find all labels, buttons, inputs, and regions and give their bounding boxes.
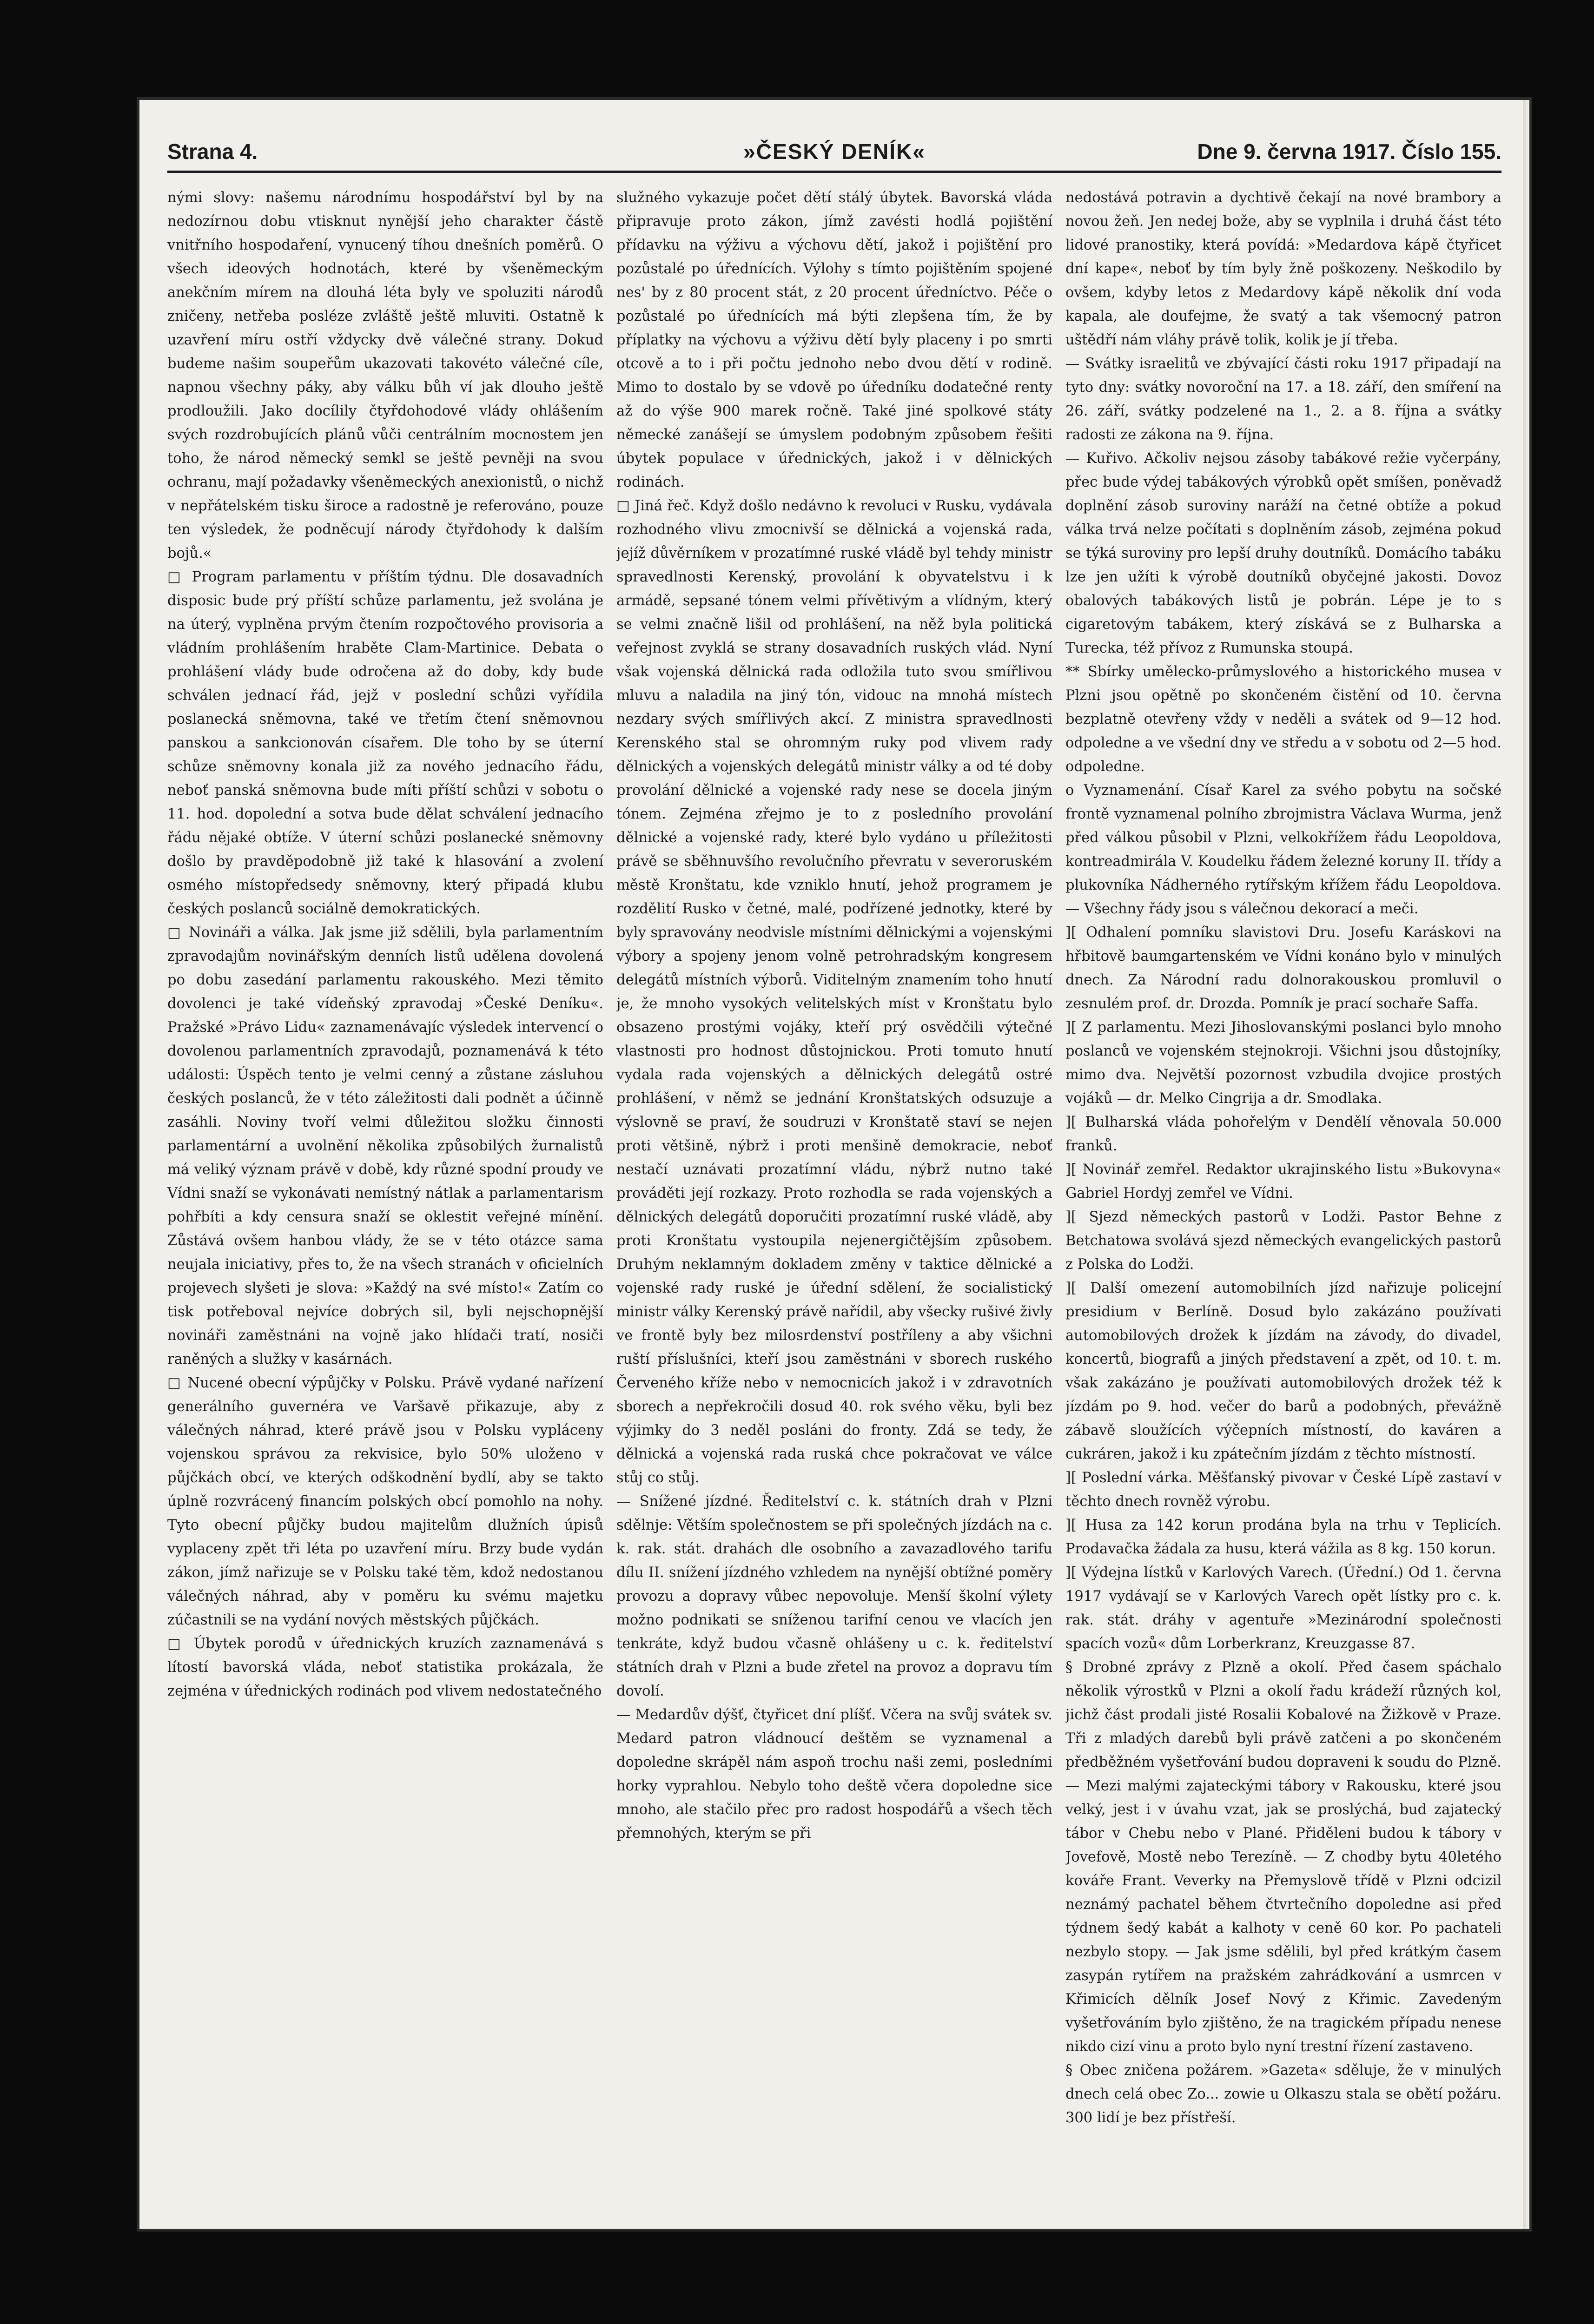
article-paragraph: ** Sbírky umělecko-průmyslového a historického musea v Plzni jsou opětně po skončeném čistění od 10. června bezplatně otevřeny vždy v neděli a svátek od 9—12 hod. odpoledne a ve všední dny ve středu a v sobotu od 2—5 hod. odpoledne. xyxy=(1065,664,1501,775)
column-3 xyxy=(1065,186,1501,2201)
page-header xyxy=(167,132,1501,170)
article-paragraph: nými slovy: našemu národnímu hospodářství byl by na nedozírnou dobu vtisknut nynější jeho charakter částě vnitřního hospodaření, vynucený tíhou dnešních poměrů. O všech ideových hodnotách, které by všeněmeckým anekčním mírem na dlouhá léta byly ve spoluziti národů zničeny, netřeba posléze zvláště ještě mluviti. Ostatně k uzavření míru ostří vždycky dvě válečné strany. Dokud budeme našim soupeřům ukazovati takovéto válečné cíle, napnou všechny páky, aby válku bůh ví jak dlouho ještě prodloužili. Jako docílily čtyřdohodové vlády ohlášením svých rozdrobujících plánů vůči centrálním mocnostem jen toho, že národ německý semkl se ještě pevněji na svou ochranu, mají požadavky všeněmeckých anexionistů, o nichž v nepřátelském tisku široce a radostně je referováno, pouze ten výsledek, že podněcují národy čtyřdohody k dalším bojů.« xyxy=(167,190,603,561)
article-paragraph: □ Jiná řeč. Když došlo nedávno k revoluci v Rusku, vydávala rozhodného vlivu zmocnivší se dělnická a vojenská rada, jejíž důvěrníkem v prozatímné ruské vládě byl tehdy ministr spravedlnosti Kerenský, provolání k obyvatelstvu i k armádě, sepsané tónem velmi přívětivým a vlídným, který se velmi značně lišil od prohlášení, na něž byla politická veřejnost zvyklá se strany dosavadních ruských vlád. Nyní však vojenská dělnická rada odložila tuto svou smířlivou mluvu a naladila na jiný tón, vidouc na mnohá místech nezdary svých smířlivých akcí. Z ministra spravedlnosti Kerenského stal se ohromným ruky pod vlivem rady dělnických a vojenských delegátů ministr války a od té doby provolání dělnické a vojenské rady nese se docela jiným tónem. Zejména zřejmo je to z posledního provolání dělnické a vojenské rady, které bylo vydáno u příležitosti právě se sběhnuvšího revolučního převratu v severoruském městě Kronštatu, kde vzniklo hnutí, jehož programem je rozdělití Rusko v četné, malé, podřízené jednotky, které by byly spravovány neodvisle místními dělnickými a vojenskými výbory a spojeny jenom volně petrohradským kongresem delegátů místních výborů. Viditelným znamením toho hnutí je, že mnoho vysokých velitelských míst v Kronštatu bylo obsazeno prostými vojáky, kteří prý osvědčili výtečné vlastnosti pro hodnost důstojnickou. Proti tomuto hnutí vydala rada vojenských a dělnických delegátů ostré prohlášení, v němž se jednání Kronštatských odsuzuje a výslovně se praví, že soudruzi v Kronštatě staví se nejen proti většině, nýbrž i proti menšině demokracie, neboť nestačí uznávati prozatímní vládu, nýbrž nutno také prováděti její rozkazy. Proto rozhodla se rada vojenských a dělnických delegátů doporučiti prozatímní ruské vládě, aby proti Kronštatu vystoupila nejenergičtějším způsobem. Druhým neklamným dokladem změny v taktice dělnické a vojenské rady ruské je úřední sdělení, že socialistický ministr války Kerenský právě nařídil, aby všecky rušivé živly ve frontě byly bez milosrdenství postříleny a aby všichni ruští příslušníci, kteří jsou zaměstnáni v sborech ruského Červeného kříže nebo v nemocnicích jakož i v zdravotních sborech a nepřekročili dosud 40. rok svého věku, byli bez výjimky do 3 neděl posláni do fronty. Zdá se tedy, že dělnická a vojenská rada ruská chce pokračovat ve válce stůj co stůj. xyxy=(616,498,1052,1486)
article-paragraph: ][ Poslední várka. Měšťanský pivovar v České Lípě zastaví v těchto dnech rovněž výrobu. xyxy=(1065,1470,1501,1510)
masthead-title: »ČESKÝ DENÍK« xyxy=(743,139,926,164)
article-paragraph: ][ Bulharská vláda pohořelým v Dendělí věnovala 50.000 franků. xyxy=(1065,1114,1501,1154)
article-paragraph: □ Novináři a válka. Jak jsme již sdělili, byla parlamentním zpravodajům novinářským denních listů udělena dovolená po dobu zasedání parlamentu rakouského. Mezi těmito dovolenci je také vídeňský zpravodaj »České Deníku«. Pražské »Právo Lidu« zaznamenávajíc výsledek intervencí o dovolenou parlamentních zpravodajů, poznamenává k této události: Úspěch tento je velmi cenný a zůstane zásluhou českých poslanců, že v této záležitosti dali podnět a účinně zasáhli. Noviny tvoří velmi důležitou složku činnosti parlamentární a uvolnění několika způsobilých žurnalistů má veliký význam právě v době, kdy různé spodní proudy ve Vídni snaží se vykonávati nemístný nátlak a parlamentarism pohřbíti a kdy censura snaží se oklestit veřejné mínění. Zůstává ovšem hanbou vlády, že se v této otázce sama neujala iniciativy, přes to, že na všech stranách v oficielních projevech slyšeti je slova: »Každý na své místo!« Zatím co tisk potřeboval nejvíce dobrých sil, byli nejschopnější novináři zaměstnáni na vojně jako hlídači tratí, nosiči raněných a služky v kasárnách. xyxy=(167,924,603,1367)
article-paragraph: ][ Husa za 142 korun prodána byla na trhu v Teplicích. Prodavačka žádala za husu, která vážila as 8 kg. 150 korun. xyxy=(1065,1517,1501,1557)
article-paragraph: ][ Novinář zemřel. Redaktor ukrajinského listu »Bukovyna« Gabriel Hordyj zemřel ve Vídni. xyxy=(1065,1162,1501,1202)
article-paragraph: — Svátky israelitů ve zbývající části roku 1917 připadají na tyto dny: svátky novoroční na 17. a 18. září, den smíření na 26. září, svátky podzelené na 1., 2. a 8. října a svátky radosti ze zákona na 9. října. xyxy=(1065,356,1501,443)
article-paragraph: — Snížené jízdné. Ředitelství c. k. státních drah v Plzni sdělnje: Větším společnostem se při společných jízdách na c. k. rak. stát. drahách dle osobního a zavazadlového tarifu dílu II. snížení jízdného vzhledem na nynější obtížné poměry provozu a dopravy vůbec nepovoluje. Menší školní výlety možno podnikati se sníženou tarifní cenou ve vlacích jen tenkráte, když budou včasně ohlášeny u c. k. ředitelství státních drah v Plzni a bude zřetel na provoz a dopravu tím dovolí. xyxy=(616,1493,1052,1699)
article-paragraph: ][ Výdejna lístků v Karlových Varech. (Úřední.) Od 1. června 1917 vydávají se v Karlových Varech opět lístky pro c. k. rak. stát. dráhy v agentuře »Mezinárodní společnosti spacích vozů« dům Lorberkranz, Kreuzgasse 87. xyxy=(1065,1565,1501,1652)
article-paragraph: služného vykazuje počet dětí stálý úbytek. Bavorská vláda připravuje proto zákon, jímž zavésti hodlá pojištění přídavku na výživu a výchovu dětí, jakož i pojištění pro pozůstalé po úřednících. Výlohy s tímto pojištěním spojené nes' by z 80 procent stát, z 20 procent úředníctvo. Péče o pozůstalé po úřednících má býti zlepšena tím, že by příplatky na výchovu a výživu dětí byly placeny i po smrti otcově a to i při počtu jednoho nebo dvou dětí v rodině. Mimo to dostalo by se vdově po úředníku dodatečné renty až do výše 900 marek ročně. Také jiné spolkové státy německé zanášejí se úmyslem podobným způsobem řešiti úbytek populace v úřednických, jakož i v dělnických rodinách. xyxy=(616,190,1052,490)
column-1 xyxy=(167,186,603,2201)
article-paragraph: — Kuřivo. Ačkoliv nejsou zásoby tabákové režie vyčerpány, přec bude výdej tabákových výrobků opět smíšen, poněvadž doplnění zásob suroviny naráží na četné obtíže a pokud válka trvá nelze počítati s doplněním zásob, zejména pokud se týká suroviny pro lepší druhy doutníků. Domácího tabáku lze jen užíti k výrobě doutníků obyčejné jakosti. Dovoz obalových tabákových listů je pobrán. Lépe je to s cigaretovým tabákem, který získává se z Bulharska a Turecka, též přívoz z Rumunska stoupá. xyxy=(1065,450,1501,656)
article-paragraph: ][ Sjezd německých pastorů v Lodži. Pastor Behne z Betchatowa svolává sjezd německých evangelických pastorů z Polska do Lodži. xyxy=(1065,1209,1501,1273)
issue-date: Dne 9. června 1917. Číslo 155. xyxy=(1197,139,1501,164)
article-paragraph: ][ Z parlamentu. Mezi Jihoslovanskými poslanci bylo mnoho poslanců ve vojenském stejnokroji. Všichni jsou důstojníky, mimo dva. Největší pozornost vzbudila dvojice prostých vojáků — dr. Melko Cingrija a dr. Smodlaka. xyxy=(1065,1019,1501,1107)
article-paragraph: § Drobné zprávy z Plzně a okolí. Před časem spáchalo několik výrostků v Plzni a okolí řadu krádeží různých kol, jichž část prodali jisté Rosalii Kobalové na Žižkově v Praze. Tři z mladých darebů byli právě zatčeni a po skončeném předběžném vyšetřování budou dopraveni k soudu do Plzně. — Mezi malými zajateckými tábory v Rakousku, které jsou velký, jest i v úvahu vzat, jak se proslýchá, bud zajatecký tábor v Chebu nebo v Plané. Přiděleni budou k tábory v Jovefově, Mostě nebo Terezíně. — Z chodby bytu 40letého kováře Frant. Veverky na Přemyslově třídě v Plzni odcizil neznámý pachatel během čtvrtečního dopoledne asi před týdnem šedý kabát a kalhoty v ceně 60 kor. Po pachateli nezbylo stopy. — Jak jsme sdělili, byl před krátkým časem zasypán rytířem na pražském zahrádkování a usmrcen v Křimicích dělník Josef Nový z Křimic. Zavedeným vyšetřováním bylo zjištěno, že na tragickém případu nenese nikdo cizí vinu a proto bylo nyní trestní řízení zastaveno. xyxy=(1065,1659,1501,2055)
article-paragraph: □ Úbytek porodů v úřednických kruzích zaznamenává s lítostí bavorská vláda, neboť statistika prokázala, že zejména v úřednických rodinách pod vlivem nedostatečného xyxy=(167,1636,603,1699)
page-number: Strana 4. xyxy=(167,139,258,164)
article-paragraph: o Vyznamenání. Císař Karel za svého pobytu na sočské frontě vyznamenal polního zbrojmistra Václava Wurma, jenž před válkou působil v Plzni, velkokřížem řádu Leopoldova, kontreadmirála V. Koudelku řádem železné koruny II. třídy a plukovníka Nádherného rytířským křížem řádu Leopoldova. — Všechny řády jsou s válečnou dekorací a meči. xyxy=(1065,782,1501,917)
article-paragraph: ][ Odhalení pomníku slavistovi Dru. Josefu Karáskovi na hřbitově baumgartenském ve Vídni konáno bylo v minulých dnech. Za Národní radu dolnorakouskou promluvil o zesnulém prof. dr. Drozda. Pomník je prací sochaře Saffa. xyxy=(1065,924,1501,1012)
newspaper-page xyxy=(139,100,1529,2229)
column-2 xyxy=(616,186,1052,2201)
article-paragraph: □ Nucené obecní výpůjčky v Polsku. Právě vydané nařízení generálního guvernéra ve Varšavě přikazuje, aby z válečných náhrad, které právě jsou v Polsku vypláceny vojenskou správou za rekvisice, bylo 50% uloženo v půjčkách obcí, ve kterých odškodnění bydlí, aby se takto úplně rozvrácený financím polských obcí pomohlo na nohy. Tyto obecní půjčky budou majitelům dlužních úpisů vyplaceny zpět tři léta po uzavření míru. Brzy bude vydán zákon, jímž nařizuje se v Polsku také těm, kdož nedostanou válečných náhrad, aby v poměru ku svému majetku zúčastnili se na vydání nových městských půjčkách. xyxy=(167,1375,603,1628)
article-paragraph: — Medardův dýšť, čtyřicet dní plíšť. Včera na svůj svátek sv. Medard patron vládnoucí deštěm se vyznamenal a dopoledne skrápěl nám aspoň trochu naši zemi, posledními horky vyprahlou. Nebylo toho deště včera dopoledne sice mnoho, ale stačilo přec pro radost hospodářů a všech těch přemnohých, kterým se při xyxy=(616,1707,1052,1842)
header-rule xyxy=(167,171,1501,173)
article-paragraph: ][ Další omezení automobilních jízd nařizuje policejní presidium v Berlíně. Dosud bylo zakázáno používati automobilových drožek k jízdám na závody, do divadel, koncertů, biografů a jiných představení a zpět, od 10. t. m. však zakázáno je používati automobilových drožek též k jízdám po 9. hod. večer do barů a podobných, převážně zábavě sloužících výčepních místností, do kaváren a cukráren, jakož i ku zpátečním jízdám z těchto místností. xyxy=(1065,1280,1501,1462)
page-edge xyxy=(1523,100,1529,2229)
article-paragraph: nedostává potravin a dychtivě čekají na nové brambory a novou žeň. Jen nedej bože, aby se vyplnila i druhá část této lidové pranostiky, která povídá: »Medardova kápě čtyřicet dní kape«, neboť by tím byly žně poškozeny. Neškodilo by ovšem, kdyby letos z Medardovy kápě několik dní voda kapala, ale doufejme, že svatý a tak všemocný patron uštědří nám vláhy právě tolik, kolik je jí třeba. xyxy=(1065,190,1501,348)
article-paragraph: □ Program parlamentu v příštím týdnu. Dle dosavadních disposic bude prý příští schůze parlamentu, jež svolána je na úterý, vyplněna prvým čtením rozpočtového provisoria a vládním prohlášením hraběte Clam-Martinice. Debata o prohlášení vlády bude odročena až do doby, kdy bude schválen jednací řád, jejž v poslední schůzi vyřídila poslanecká sněmovna, také ve třetím čtení sněmovnou panskou a sankcionován císařem. Dle toho by se úterní schůze sněmovny konala již za nového jednacího řádu, neboť panská sněmovna bude míti příští schůzi v sobotu o 11. hod. dopolední a sotva bude dělat schválení jednacího řádu nějaké obtíže. V úterní schůzi poslanecké sněmovny došlo by pravděpodobně již také k hlasování a zvolení osmého místopředsedy sněmovny, který připadá klubu českých poslanců sociálně demokratických. xyxy=(167,569,603,917)
article-paragraph: § Obec zničena požárem. »Gazeta« sděluje, že v minulých dnech celá obec Zo... zowie u Olkaszu stala se obětí požáru. 300 lidí je bez přístřeší. xyxy=(1065,2062,1501,2126)
article-columns xyxy=(167,186,1501,2201)
